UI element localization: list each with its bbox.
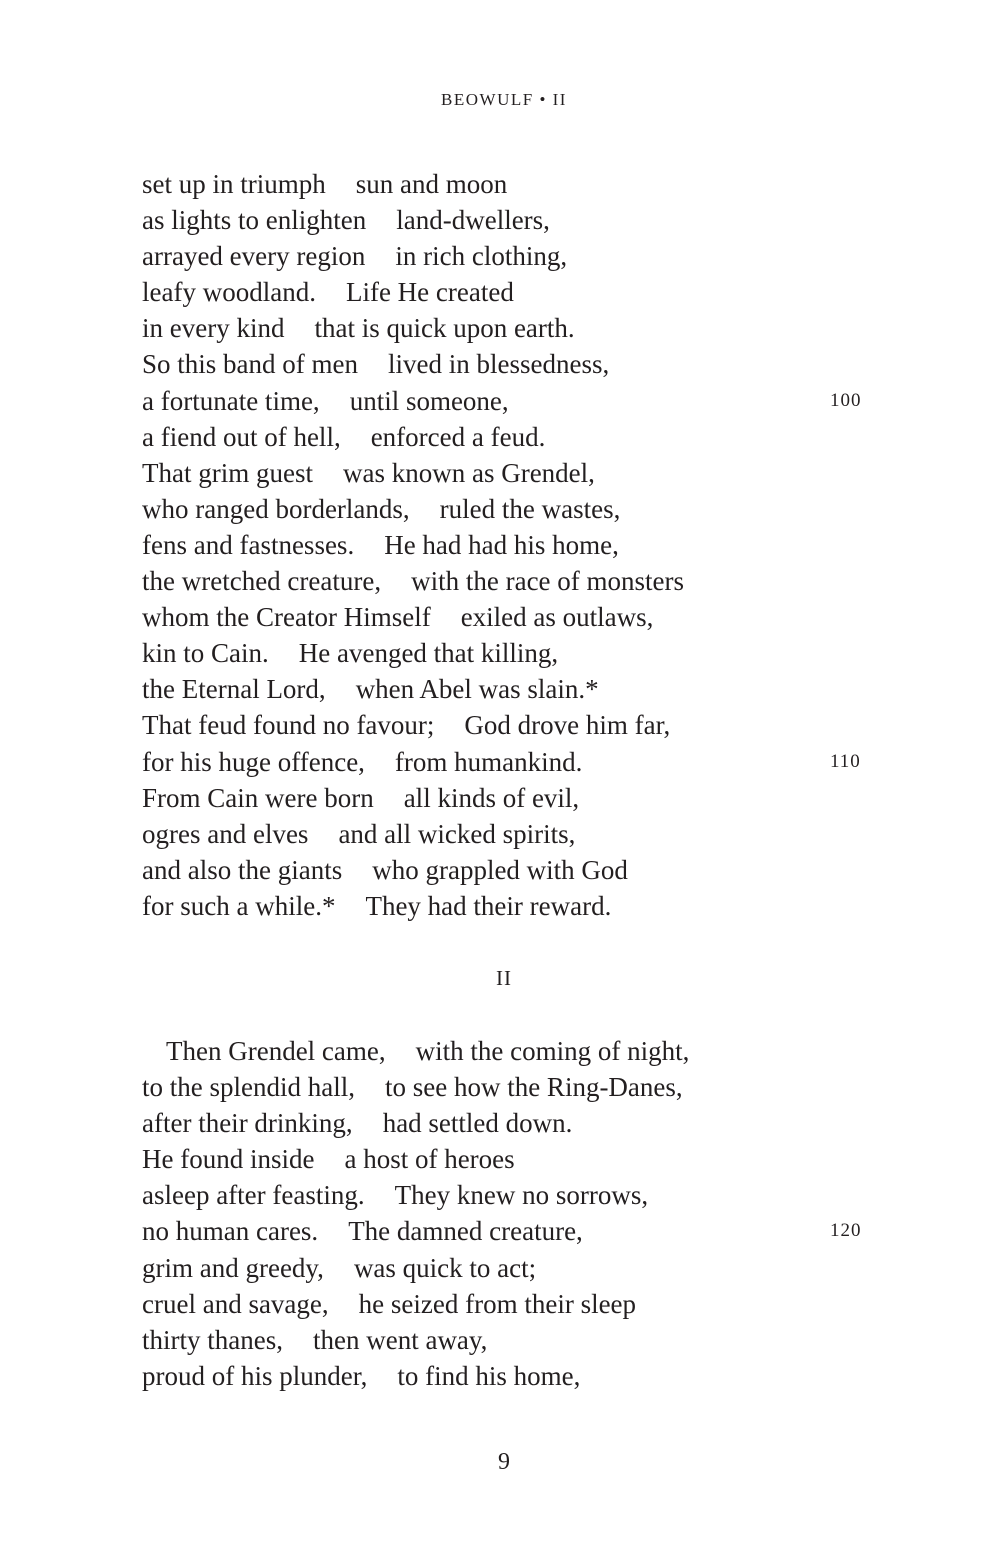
first-half-line: a fiend out of hell, [142,421,341,452]
first-half-line: Then Grendel came, [166,1036,386,1066]
section-numeral: II [496,966,512,990]
verse-line [142,816,882,852]
second-half-line: He avenged that killing, [298,638,559,669]
first-half-line: So this band of men [142,349,358,380]
first-half-line: in every kind [142,313,285,344]
verse-line [142,744,882,780]
second-half-line: was known as Grendel, [342,457,595,488]
first-half-line: no human cares. [142,1216,319,1247]
first-half-line: the wretched creature, [142,566,382,597]
verse-line [142,1033,882,1069]
verse-line [142,888,882,924]
line-number: 110 [830,750,861,772]
verse-line [142,563,882,599]
first-half-line: ogres and elves [142,818,309,849]
first-half-line: for such a while.* [142,890,336,921]
verse-line [142,1177,882,1213]
second-half-line: that is quick upon earth. [314,313,575,344]
verse-line [142,671,882,707]
second-half-line: The damned creature, [348,1216,583,1247]
page-number: 9 [498,1449,510,1475]
first-half-line: asleep after feasting. [142,1180,365,1211]
first-half-line: kin to Cain. [142,638,269,669]
first-half-line: He found inside [142,1144,315,1175]
line-number: 100 [830,389,862,411]
verse-line [142,599,882,635]
verse-line [142,707,882,743]
verse-line [142,1250,882,1286]
first-half-line: the Eternal Lord, [142,674,326,705]
second-half-line: from humankind. [394,746,583,777]
verse-line [142,1286,882,1322]
first-half-line: That grim guest [142,457,313,488]
first-half-line: thirty thanes, [142,1324,283,1355]
second-half-line: and all wicked spirits, [338,818,576,849]
second-half-line: to find his home, [397,1360,581,1391]
first-half-line: after their drinking, [142,1108,353,1139]
second-half-line: They had their reward. [365,890,612,921]
second-half-line: until someone, [349,385,509,416]
second-half-line: sun and moon [355,169,508,199]
verse-line [142,1213,882,1249]
second-half-line: in rich clothing, [395,241,568,272]
running-head: BEOWULF • II [441,90,567,109]
verse-line [142,491,882,527]
verse-line [142,780,882,816]
second-half-line: ruled the wastes, [439,493,621,524]
second-half-line: then went away, [312,1324,488,1355]
verse-line [142,852,882,888]
first-half-line: set up in triumph [142,169,326,199]
first-half-line: and also the giants [142,854,343,885]
second-half-line: He had had his home, [384,529,619,560]
first-half-line: for his huge offence, [142,746,365,777]
second-half-line: all kinds of evil, [403,782,580,813]
first-half-line: who ranged borderlands, [142,493,410,524]
first-half-line: arrayed every region [142,241,366,272]
second-half-line: God drove him far, [464,710,671,741]
second-half-line: when Abel was slain.* [355,674,599,705]
second-half-line: Life He created [345,277,514,308]
line-number: 120 [830,1220,862,1242]
verse-line [142,527,882,563]
second-half-line: who grappled with God [372,854,628,885]
verse-line [142,1141,882,1177]
second-half-line: to see how the Ring-Danes, [384,1072,683,1103]
second-half-line: They knew no sorrows, [394,1180,649,1211]
first-half-line: grim and greedy, [142,1252,324,1283]
first-half-line: cruel and savage, [142,1288,329,1319]
first-half-line: as lights to enlighten [142,205,367,236]
verse-line [142,310,882,346]
second-half-line: was quick to act; [353,1252,537,1283]
verse-line [142,635,882,671]
second-half-line: lived in blessedness, [388,349,610,380]
first-half-line: to the splendid hall, [142,1072,355,1103]
second-half-line: a host of heroes [344,1144,515,1175]
verse-line [142,455,882,491]
first-half-line: proud of his plunder, [142,1360,368,1391]
first-half-line: whom the Creator Himself [142,602,431,633]
second-half-line: land-dwellers, [396,205,550,236]
first-half-line: a fortunate time, [142,385,320,416]
verse-line [142,238,882,274]
stanza-2 [142,1033,882,1394]
second-half-line: with the coming of night, [415,1036,690,1066]
verse-line [142,166,882,202]
second-half-line: had settled down. [382,1108,573,1139]
verse-line [142,346,882,382]
second-half-line: he seized from their sleep [358,1288,637,1319]
verse-line [142,419,882,455]
verse-line [142,383,882,419]
stanza-1 [142,166,882,924]
first-half-line: fens and fastnesses. [142,529,355,560]
first-half-line: leafy woodland. [142,277,316,308]
second-half-line: exiled as outlaws, [460,602,654,633]
verse-line [142,274,882,310]
verse-line [142,1358,882,1394]
verse-line [142,1322,882,1358]
first-half-line: From Cain were born [142,782,374,813]
first-half-line: That feud found no favour; [142,710,435,741]
second-half-line: enforced a feud. [370,421,546,452]
second-half-line: with the race of monsters [411,566,685,597]
verse-line [142,1069,882,1105]
verse-line [142,202,882,238]
verse-line [142,1105,882,1141]
